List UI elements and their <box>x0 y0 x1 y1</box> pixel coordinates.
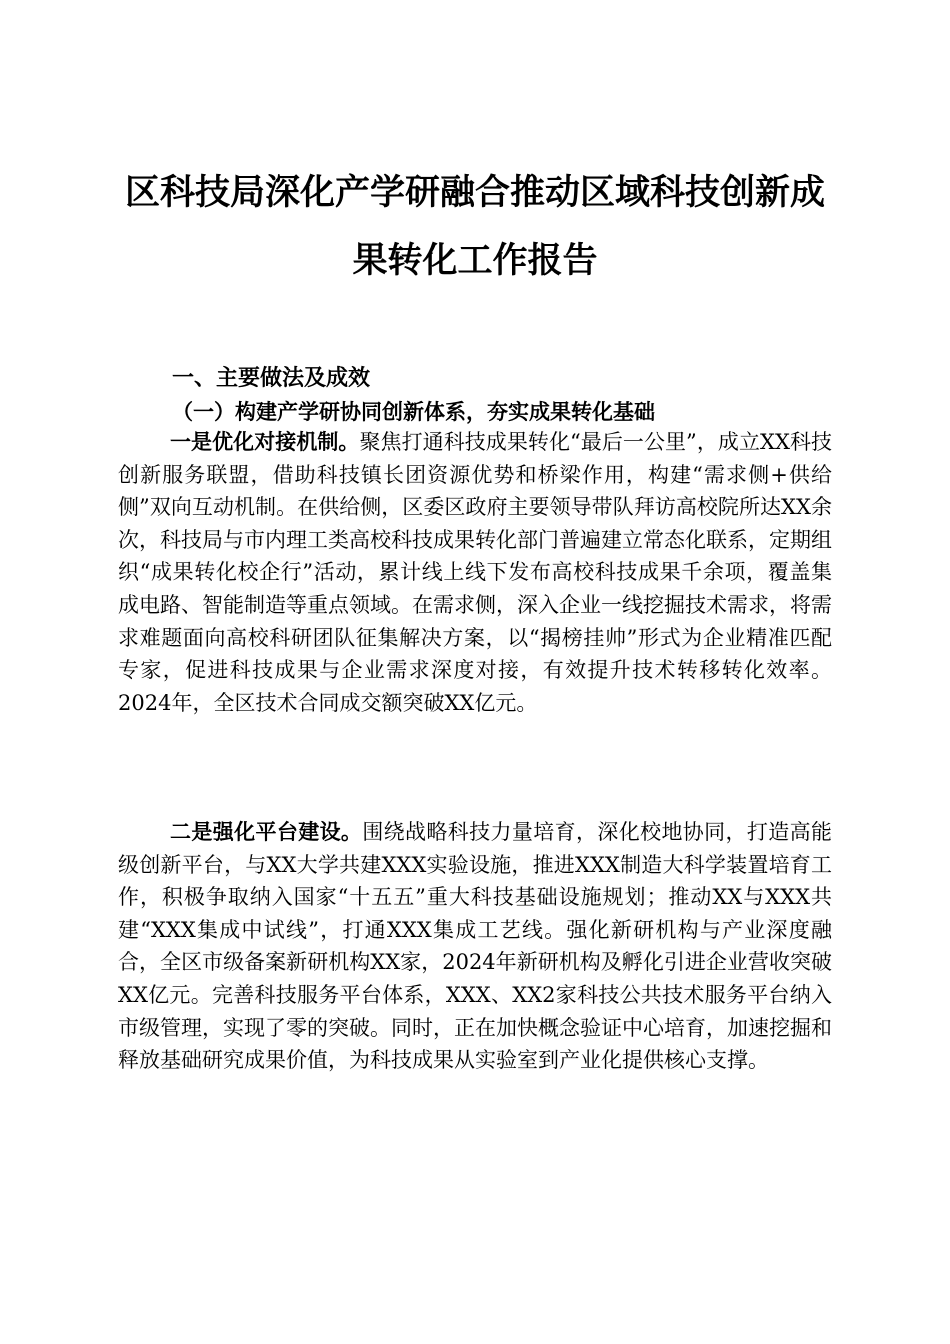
document-title-line-2: 果转化工作报告 <box>352 240 598 281</box>
paragraph-2-lead: 二是强化平台建设。 <box>170 820 363 844</box>
paragraph-1 <box>118 426 832 719</box>
paragraph-1-lead: 一是优化对接机制。 <box>170 430 360 454</box>
paragraph-1-body: 聚焦打通科技成果转化“最后一公里”，成立XX科技创新服务联盟，借助科技镇长团资源优势和桥梁作用，构建“需求侧+供给侧”双向互动机制。在供给侧，区委区政府主要领导带队拜访高校院所达XX余次，科技局与市内理工类高校科技成果转化部门普遍建立常态化联系，定期组织“成果转化校企行”活动，累计线上线下发布高校科技成果千余项，覆盖集成电路、智能制造等重点领域。在需求侧，深入企业一线挖掘技术需求，将需求难题面向高校科研团队征集解决方案，以“揭榜挂帅”形式为企业精准匹配专家，促进科技成果与企业需求深度对接，有效提升技术转移转化效率。2024年，全区技术合同成交额突破XX亿元。 <box>118 430 833 715</box>
subsection-heading: （一）构建产学研协同创新体系，夯实成果转化基础 <box>172 399 655 424</box>
section-heading: 一、主要做法及成效 <box>172 366 371 391</box>
paragraph-2-body: 围绕战略科技力量培育，深化校地协同，打造高能级创新平台，与XX大学共建XXX实验设施，推进XXX制造大科学装置培育工作，积极争取纳入国家“十五五”重大科技基础设施规划；推动XX与XXX共建“XXX集成中试线”，打通XXX集成工艺线。强化新研机构与产业深度融合，全区市级备案新研机构XX家，2024年新研机构及孵化引进企业营收突破XX亿元。完善科技服务平台体系，XXX、XX2家科技公共技术服务平台纳入市级管理，实现了零的突破。同时，正在加快概念验证中心培育，加速挖掘和释放基础研究成果价值，为科技成果从实验室到产业化提供核心支撑。 <box>118 820 833 1073</box>
document-title-line-1: 区科技局深化产学研融合推动区域科技创新成 <box>124 172 825 213</box>
paragraph-2 <box>118 816 832 1077</box>
